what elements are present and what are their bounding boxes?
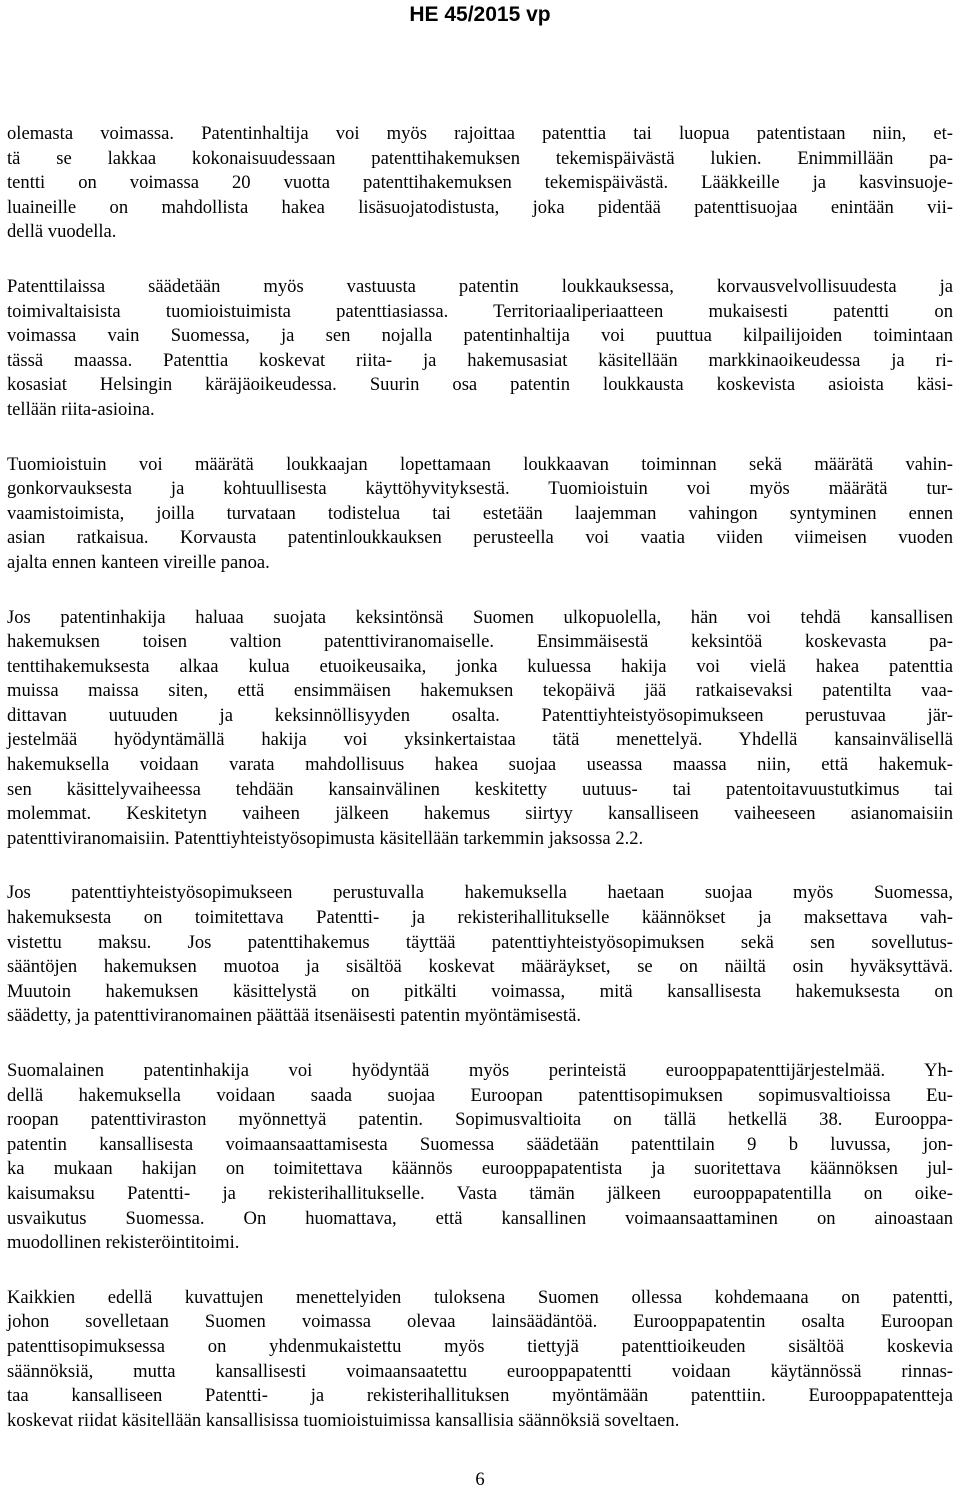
text-line: tentti on voimassa 20 vuotta patenttihakemuksen tekemispäivästä. Lääkkeille ja kasvinsuoje- [7, 172, 953, 194]
text-line: koskevat riidat käsitellään kansallisissa tuomioistuimissa kansallisia säännöksiä soveltaen. [7, 1409, 680, 1431]
text-line: Patenttilaissa säädetään myös vastuusta patentin loukkauksessa, korvausvelvollisuudesta ja [7, 275, 953, 297]
paragraph [7, 881, 953, 1029]
text-line: olemasta voimassa. Patentinhaltija voi myös rajoittaa patenttia tai luopua patentistaan niin, et- [7, 123, 953, 144]
text-line: usvaikutus Suomessa. On huomattava, että kansallinen voimaansaattaminen on ainoastaan [7, 1207, 953, 1229]
text-line: dittavan uutuuden ja keksinnöllisyyden osalta. Patenttiyhteistyösopimukseen perustuvaa jär- [7, 704, 953, 726]
paragraph [7, 1286, 953, 1434]
text-line: hakemuksella voidaan varata mahdollisuus hakea suojaa useassa maassa niin, että hakemuk- [7, 754, 953, 776]
paragraph [7, 1059, 953, 1256]
paragraph [7, 275, 953, 423]
text-line: asian ratkaisua. Korvausta patentinloukkauksen perusteella voi vaatia viiden viimeisen vuoden [7, 527, 953, 549]
document-header: HE 45/2015 vp [409, 3, 551, 26]
text-line: toimivaltaisista tuomioistuimista patenttiasiassa. Territoriaaliperiaatteen mukaisesti patentti on [7, 300, 953, 322]
text-line: säädetty, ja patenttiviranomainen päättää itsenäisesti patentin myöntämisestä. [7, 1005, 581, 1027]
text-line: kaisumaksu Patentti- ja rekisterihallitukselle. Vasta tämän jälkeen eurooppapatentilla on oike- [7, 1182, 953, 1204]
text-line: Muutoin hakemuksen käsittelystä on pitkälti voimassa, mitä kansallisesta hakemuksesta on [7, 980, 953, 1002]
text-line: jestelmää hyödyntämällä hakija voi yksinkertaistaa tätä menettelyä. Yhdellä kansainvälisellä [7, 729, 953, 751]
text-line: gonkorvauksesta ja kohtuullisesta käyttöhyvityksestä. Tuomioistuin voi myös määrätä tur- [7, 478, 953, 500]
text-line: dellä hakemuksella voidaan saada suojaa Euroopan patenttisopimuksen sopimusvaltioissa Eu- [7, 1084, 953, 1106]
page-number: 6 [475, 1469, 485, 1490]
text-line: vaamistoimista, joilla turvataan todistelua tai estetään laajemman vahingon syntyminen ennen [7, 502, 953, 524]
text-line: ka mukaan hakijan on toimitettava käännös eurooppapatentista ja suoritettava käännöksen jul- [7, 1158, 953, 1180]
text-line: luaineille on mahdollista hakea lisäsuojatodistusta, joka pidentää patenttisuojaa enintään vii- [7, 196, 953, 218]
paragraph [7, 453, 953, 576]
text-line: sen käsittelyvaiheessa tehdään kansainvälinen keskitetty uutuus- tai patentoitavuustutkimus tai [7, 778, 953, 800]
text-line: hakemuksesta on toimitettava Patentti- ja rekisterihallitukselle käännökset ja maksettava vah- [7, 907, 953, 929]
text-line: ajalta ennen kanteen vireille panoa. [7, 551, 270, 573]
text-line: säännöksiä, mutta kansallisesti voimaansaatettu eurooppapatentti voidaan käytännössä rinnas- [7, 1360, 953, 1382]
text-line: taa kansalliseen Patentti- ja rekisterihallituksen myöntämään patenttiin. Eurooppapatentteja [7, 1385, 953, 1407]
text-line: tenttihakemuksesta alkaa kulua etuoikeusaika, jonka kuluessa hakija voi vielä hakea patenttia [7, 655, 953, 677]
text-line: Tuomioistuin voi määrätä loukkaajan lopettamaan loukkaavan toiminnan sekä määrätä vahin- [7, 453, 953, 475]
text-line: Suomalainen patentinhakija voi hyödyntää myös perinteistä eurooppapatenttijärjestelmää. Yh- [7, 1060, 953, 1081]
body-text [7, 122, 953, 1463]
text-line: Jos patenttiyhteistyösopimukseen perustuvalla hakemuksella haetaan suojaa myös Suomessa, [7, 882, 953, 904]
text-line: vistettu maksu. Jos patenttihakemus täyttää patenttiyhteistyösopimuksen sekä sen sovellutus- [7, 931, 953, 953]
text-line: Jos patentinhakija haluaa suojata keksintönsä Suomen ulkopuolella, hän voi tehdä kansallisen [7, 606, 953, 628]
text-line: patentin kansallisesta voimaansaattamisesta Suomessa säädetään patenttilain 9 b luvussa, jon- [7, 1133, 953, 1155]
text-line: dellä vuodella. [7, 221, 117, 243]
text-line: muissa maissa siten, että ensimmäisen hakemuksen tekopäivä jää ratkaisevaksi patentilta vaa- [7, 680, 953, 702]
text-line: roopan patenttiviraston myönnettyä patentin. Sopimusvaltioita on tällä hetkellä 38. Eurooppa- [7, 1109, 953, 1131]
text-line: tässä maassa. Patenttia koskevat riita- ja hakemusasiat käsitellään markkinaoikeudessa ja ri- [7, 349, 953, 371]
text-line: kosasiat Helsingin käräjäoikeudessa. Suurin osa patentin loukkausta koskevista asioista käsi- [7, 374, 953, 396]
text-line: muodollinen rekisteröintitoimi. [7, 1232, 240, 1254]
text-line: Kaikkien edellä kuvattujen menettelyiden tuloksena Suomen ollessa kohdemaana on patentti, [7, 1286, 953, 1308]
text-line: tä se lakkaa kokonaisuudessaan patenttihakemuksen tekemispäivästä lukien. Enimmillään pa- [7, 147, 953, 169]
text-line: voimassa vain Suomessa, ja sen nojalla patentinhaltija voi puuttua kilpailijoiden toimintaan [7, 325, 953, 347]
text-line: sääntöjen hakemuksen muotoa ja sisältöä koskevat määräykset, se on näiltä osin hyväksyttävä. [7, 956, 953, 978]
text-line: tellään riita-asioina. [7, 398, 155, 420]
text-line: patenttiviranomaisiin. Patenttiyhteistyösopimusta käsitellään tarkemmin jaksossa 2.2. [7, 827, 644, 849]
text-line: molemmat. Keskitetyn vaiheen jälkeen hakemus siirtyy kansalliseen vaiheeseen asianomaisiin [7, 803, 953, 825]
text-line: patenttisopimuksessa on yhdenmukaistettu myös tiettyjä patenttioikeuden sisältöä koskevia [7, 1335, 953, 1357]
paragraph [7, 122, 953, 245]
paragraph [7, 606, 953, 852]
text-line: johon sovelletaan Suomen voimassa olevaa lainsäädäntöä. Eurooppapatentin osalta Euroopan [7, 1311, 953, 1333]
text-line: hakemuksen toisen valtion patenttiviranomaiselle. Ensimmäisestä keksintöä koskevasta pa- [7, 631, 953, 653]
